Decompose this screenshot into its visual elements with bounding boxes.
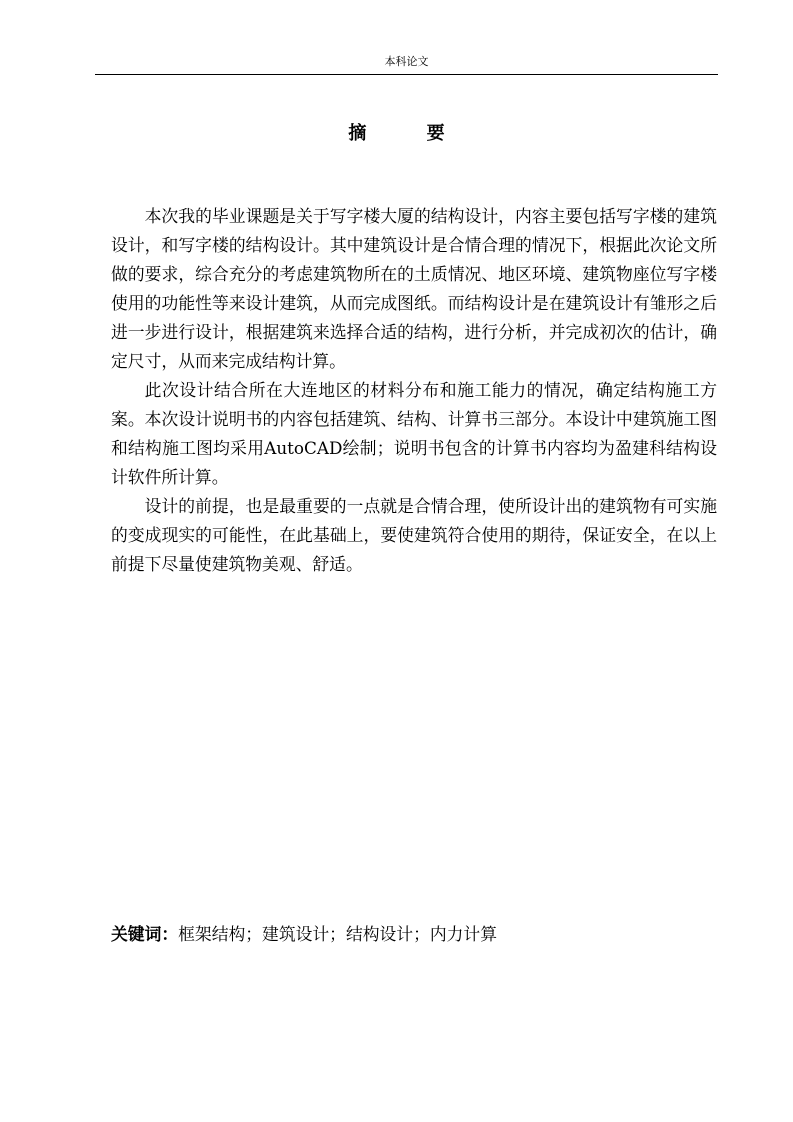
keywords-line xyxy=(111,920,717,949)
abstract-paragraph-2: 此次设计结合所在大连地区的材料分布和施工能力的情况，确定结构施工方案。本次设计说明书的内容包括建筑、结构、计算书三部分。本设计中建筑施工图和结构施工图均采用AutoCAD绘制；说明书包含的计算书内容均为盈建科结构设计软件所计算。 xyxy=(111,380,717,487)
abstract-paragraph-3: 设计的前提，也是最重要的一点就是合情合理，使所设计出的建筑物有可实施的变成现实的可能性，在此基础上，要使建筑符合使用的期待，保证安全，在以上前提下尽量使建筑物美观、舒适。 xyxy=(111,496,717,574)
page-header xyxy=(95,55,718,75)
abstract-paragraph-1: 本次我的毕业课题是关于写字楼大厦的结构设计，内容主要包括写字楼的建筑设计，和写字楼的结构设计。其中建筑设计是合情合理的情况下，根据此次论文所做的要求，综合充分的考虑建筑物所在的土质情况、地区环境、建筑物座位写字楼使用的功能性等来设计建筑，从而完成图纸。而结构设计是在建筑设计有雏形之后进一步进行设计，根据建筑来选择合适的结构，进行分析，并完成初次的估计，确定尺寸，从而来完成结构计算。 xyxy=(111,206,717,371)
keywords-label: 关键词： xyxy=(111,924,179,944)
header-text: 本科论文 xyxy=(384,55,429,68)
keywords-value: 框架结构；建筑设计；结构设计；内力计算 xyxy=(178,924,497,944)
abstract-body xyxy=(111,202,717,579)
abstract-title: 摘 要 xyxy=(348,123,472,144)
